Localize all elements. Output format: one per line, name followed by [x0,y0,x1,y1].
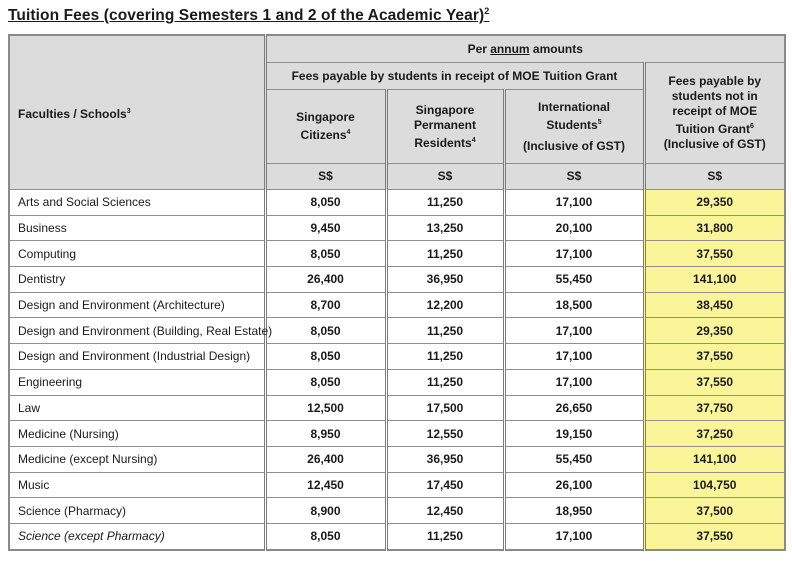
international-fee-cell: 18,500 [504,292,644,318]
faculties-header-label: Faculties / Schools [18,106,127,121]
faculty-cell: Medicine (except Nursing) [9,446,265,472]
international-line3: (Inclusive of GST) [522,138,625,153]
no-grant-line2: students not in [671,89,758,103]
title-text: Tuition Fees (covering Semesters 1 and 2 of the Academic Year) [8,7,485,24]
no-grant-line3: receipt of MOE [672,104,758,118]
citizens-fee-cell: 8,050 [265,190,386,216]
international-footnote: 5 [597,118,602,126]
no-grant-fee-cell: 37,550 [644,369,785,395]
per-annum-suffix: amounts [529,41,583,56]
citizens-header [265,90,386,164]
pr-line2: Permanent [413,117,477,132]
citizens-fee-cell: 8,050 [265,318,386,344]
citizens-line2: Citizens [300,128,347,142]
table-row [9,241,785,267]
currency-no-grant: S$ [644,164,785,190]
international-fee-cell: 26,100 [504,472,644,498]
international-fee-cell: 19,150 [504,421,644,447]
international-fee-cell: 17,100 [504,523,644,549]
international-line1: International [537,99,610,114]
faculty-cell: Design and Environment (Architecture) [9,292,265,318]
grant-group-header: Fees payable by students in receipt of MOE Tuition Grant [265,63,644,90]
per-annum-underlined: annum [490,41,530,56]
international-fee-cell: 20,100 [504,215,644,241]
currency-pr: S$ [386,164,504,190]
citizens-fee-cell: 12,500 [265,395,386,421]
citizens-fee-cell: 26,400 [265,267,386,293]
table-row [9,318,785,344]
no-grant-fee-cell: 29,350 [644,318,785,344]
pr-footnote: 4 [471,136,476,144]
no-grant-fee-cell: 37,550 [644,241,785,267]
pr-fee-cell: 36,950 [386,446,504,472]
no-grant-header [644,63,785,164]
table-row [9,472,785,498]
table-row [9,267,785,293]
pr-header [386,90,504,164]
pr-line1: Singapore [415,102,475,117]
faculty-cell: Science (except Pharmacy) [9,523,265,549]
no-grant-line4: Tuition Grant [675,122,751,136]
international-fee-cell: 17,100 [504,190,644,216]
citizens-fee-cell: 8,050 [265,241,386,267]
no-grant-line1: Fees payable by [668,74,762,88]
table-row [9,523,785,549]
faculty-cell: Dentistry [9,267,265,293]
table-row [9,344,785,370]
no-grant-fee-cell: 37,550 [644,344,785,370]
no-grant-fee-cell: 141,100 [644,446,785,472]
pr-fee-cell: 13,250 [386,215,504,241]
pr-fee-cell: 11,250 [386,369,504,395]
citizens-fee-cell: 8,700 [265,292,386,318]
international-header [504,90,644,164]
faculties-header-footnote: 3 [126,107,131,115]
pr-fee-cell: 11,250 [386,344,504,370]
faculty-cell: Law [9,395,265,421]
citizens-fee-cell: 9,450 [265,215,386,241]
no-grant-fee-cell: 37,550 [644,523,785,549]
pr-fee-cell: 12,550 [386,421,504,447]
international-line2: Students [546,117,598,132]
faculty-cell: Science (Pharmacy) [9,498,265,524]
faculty-cell: Design and Environment (Industrial Design) [9,344,265,370]
pr-fee-cell: 36,950 [386,267,504,293]
international-fee-cell: 17,100 [504,241,644,267]
pr-line3: Residents [414,135,472,150]
international-fee-cell: 18,950 [504,498,644,524]
table-row [9,421,785,447]
no-grant-line5: (Inclusive of GST) [663,137,766,151]
no-grant-fee-cell: 31,800 [644,215,785,241]
no-grant-fee-cell: 38,450 [644,292,785,318]
no-grant-fee-cell: 37,750 [644,395,785,421]
pr-fee-cell: 12,450 [386,498,504,524]
pr-fee-cell: 11,250 [386,523,504,549]
citizens-fee-cell: 8,050 [265,523,386,549]
table-row [9,292,785,318]
citizens-fee-cell: 26,400 [265,446,386,472]
pr-fee-cell: 11,250 [386,190,504,216]
faculty-cell: Business [9,215,265,241]
currency-international: S$ [504,164,644,190]
faculty-cell: Medicine (Nursing) [9,421,265,447]
table-row [9,369,785,395]
per-annum-prefix: Per [467,41,491,56]
faculty-cell: Design and Environment (Building, Real Estate) [9,318,265,344]
header-row-per-annum [9,35,785,63]
table-row [9,215,785,241]
citizens-fee-cell: 8,950 [265,421,386,447]
pr-fee-cell: 11,250 [386,241,504,267]
title-footnote: 2 [484,6,490,16]
citizens-footnote: 4 [346,129,351,136]
pr-fee-cell: 17,500 [386,395,504,421]
table-row [9,190,785,216]
no-grant-fee-cell: 104,750 [644,472,785,498]
citizens-fee-cell: 12,450 [265,472,386,498]
international-fee-cell: 17,100 [504,344,644,370]
table-row [9,395,785,421]
faculty-cell: Engineering [9,369,265,395]
no-grant-fee-cell: 37,500 [644,498,785,524]
pr-fee-cell: 17,450 [386,472,504,498]
faculty-cell: Music [9,472,265,498]
table-row [9,498,785,524]
no-grant-fee-cell: 37,250 [644,421,785,447]
citizens-fee-cell: 8,050 [265,369,386,395]
international-fee-cell: 55,450 [504,446,644,472]
no-grant-fee-cell: 29,350 [644,190,785,216]
international-fee-cell: 26,650 [504,395,644,421]
table-row [9,446,785,472]
no-grant-footnote: 6 [750,123,754,130]
citizens-fee-cell: 8,900 [265,498,386,524]
faculty-cell: Arts and Social Sciences [9,190,265,216]
pr-fee-cell: 12,200 [386,292,504,318]
international-fee-cell: 55,450 [504,267,644,293]
currency-citizens: S$ [265,164,386,190]
international-fee-cell: 17,100 [504,369,644,395]
per-annum-header [265,35,785,63]
pr-fee-cell: 11,250 [386,318,504,344]
fee-rows [9,190,785,550]
no-grant-fee-cell: 141,100 [644,267,785,293]
citizens-fee-cell: 8,050 [265,344,386,370]
international-fee-cell: 17,100 [504,318,644,344]
faculties-header [9,35,265,190]
tuition-fees-table [8,34,786,551]
citizens-line1: Singapore [296,110,355,124]
faculty-cell: Computing [9,241,265,267]
document-title [8,6,489,25]
